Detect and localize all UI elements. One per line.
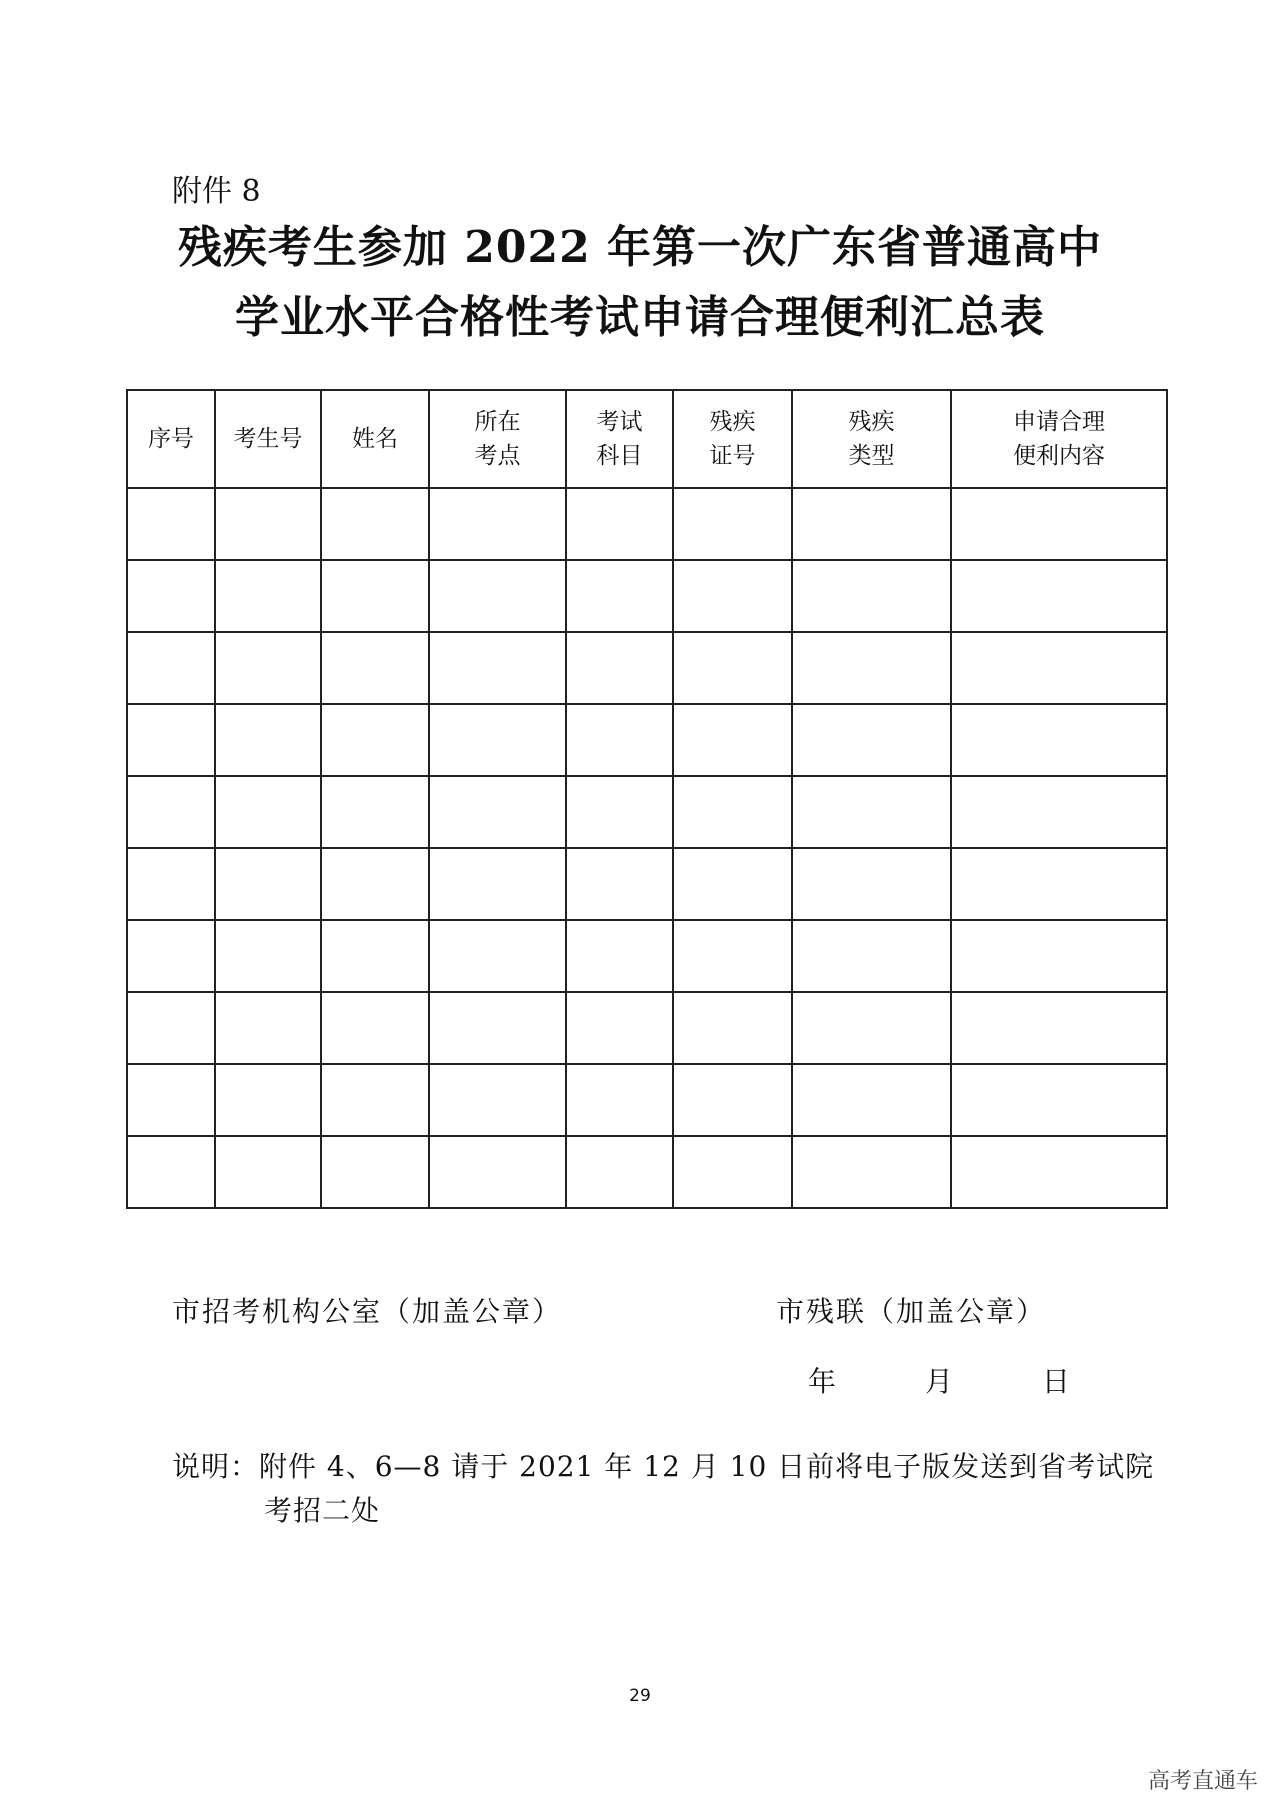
table-cell[interactable] — [792, 1136, 951, 1208]
table-cell[interactable] — [792, 992, 951, 1064]
table-cell[interactable] — [429, 848, 566, 920]
table-cell[interactable] — [673, 1064, 792, 1136]
date-day: 日 — [1041, 1365, 1070, 1398]
note — [172, 1445, 1154, 1533]
table-cell[interactable] — [792, 632, 951, 704]
table-cell[interactable] — [321, 920, 429, 992]
table-cell[interactable] — [673, 920, 792, 992]
table-cell[interactable] — [429, 704, 566, 776]
table-cell[interactable] — [127, 848, 215, 920]
table-cell[interactable] — [951, 560, 1167, 632]
seal-exam-office: 市招考机构公室（加盖公章） — [172, 1295, 563, 1328]
table-header-row — [127, 390, 1167, 488]
table-cell[interactable] — [673, 776, 792, 848]
table-cell[interactable] — [566, 704, 673, 776]
table-cell[interactable] — [321, 848, 429, 920]
table-row — [127, 560, 1167, 632]
header-exam-number: 考生号 — [215, 390, 321, 488]
table-cell[interactable] — [321, 776, 429, 848]
seal-disabled-federation: 市残联（加盖公章） — [776, 1295, 1047, 1328]
table-row — [127, 1064, 1167, 1136]
attachment-label: 附件 8 — [172, 174, 261, 209]
table-cell[interactable] — [673, 704, 792, 776]
table-cell[interactable] — [127, 920, 215, 992]
note-line2: 考招二处 — [264, 1494, 381, 1527]
table-cell[interactable] — [566, 1136, 673, 1208]
table-cell[interactable] — [215, 1064, 321, 1136]
table-cell[interactable] — [127, 632, 215, 704]
table-cell[interactable] — [215, 776, 321, 848]
table-cell[interactable] — [951, 488, 1167, 560]
table-cell[interactable] — [566, 992, 673, 1064]
table-cell[interactable] — [321, 488, 429, 560]
table-row — [127, 992, 1167, 1064]
table-cell[interactable] — [566, 560, 673, 632]
table-cell[interactable] — [215, 848, 321, 920]
table-cell[interactable] — [673, 848, 792, 920]
table-cell[interactable] — [127, 704, 215, 776]
table-cell[interactable] — [792, 704, 951, 776]
table-cell[interactable] — [792, 776, 951, 848]
table-cell[interactable] — [566, 1064, 673, 1136]
page-number: 29 — [629, 1686, 651, 1706]
table-row — [127, 488, 1167, 560]
table-cell[interactable] — [792, 1064, 951, 1136]
table-cell[interactable] — [566, 848, 673, 920]
table-cell[interactable] — [127, 1136, 215, 1208]
date-year: 年 — [808, 1365, 837, 1398]
table-cell[interactable] — [127, 992, 215, 1064]
table-cell[interactable] — [673, 992, 792, 1064]
table-cell[interactable] — [321, 1064, 429, 1136]
table-cell[interactable] — [951, 848, 1167, 920]
table-cell[interactable] — [321, 704, 429, 776]
table-cell[interactable] — [215, 992, 321, 1064]
table-cell[interactable] — [566, 632, 673, 704]
table-cell[interactable] — [321, 560, 429, 632]
table-cell[interactable] — [951, 704, 1167, 776]
table-cell[interactable] — [215, 488, 321, 560]
table-cell[interactable] — [215, 704, 321, 776]
table-cell[interactable] — [566, 488, 673, 560]
table-cell[interactable] — [673, 488, 792, 560]
table-cell[interactable] — [321, 1136, 429, 1208]
table-cell[interactable] — [951, 992, 1167, 1064]
table-cell[interactable] — [215, 560, 321, 632]
table-cell[interactable] — [321, 632, 429, 704]
table-cell[interactable] — [673, 632, 792, 704]
document-title-line2: 学业水平合格性考试申请合理便利汇总表 — [235, 292, 1045, 343]
table-cell[interactable] — [673, 560, 792, 632]
table-cell[interactable] — [429, 1136, 566, 1208]
table-cell[interactable] — [127, 1064, 215, 1136]
table-cell[interactable] — [429, 632, 566, 704]
table-cell[interactable] — [951, 920, 1167, 992]
document-title-line1: 残疾考生参加 2022 年第一次广东省普通高中 — [177, 222, 1103, 273]
table-cell[interactable] — [127, 488, 215, 560]
table-cell[interactable] — [429, 920, 566, 992]
summary-table — [126, 389, 1168, 1209]
table-cell[interactable] — [215, 632, 321, 704]
note-line1: 说明：附件 4、6—8 请于 2021 年 12 月 10 日前将电子版发送到省考试院 — [172, 1450, 1155, 1483]
watermark: 高考直通车 — [1147, 1769, 1258, 1794]
table-cell[interactable] — [566, 920, 673, 992]
header-name: 姓名 — [321, 390, 429, 488]
table-cell[interactable] — [127, 776, 215, 848]
header-accommodation: 申请合理 便利内容 — [951, 390, 1167, 488]
table-cell[interactable] — [951, 776, 1167, 848]
table-cell[interactable] — [951, 632, 1167, 704]
table-row — [127, 848, 1167, 920]
header-disability-cert: 残疾 证号 — [673, 390, 792, 488]
table-cell[interactable] — [429, 1064, 566, 1136]
table-row — [127, 704, 1167, 776]
date-month: 月 — [924, 1365, 953, 1398]
table-cell[interactable] — [127, 560, 215, 632]
table-cell[interactable] — [215, 920, 321, 992]
date-line — [808, 1360, 1110, 1400]
header-seq: 序号 — [127, 390, 215, 488]
table-row — [127, 1136, 1167, 1208]
header-exam-site: 所在 考点 — [429, 390, 566, 488]
table-cell[interactable] — [429, 776, 566, 848]
table-cell[interactable] — [792, 560, 951, 632]
header-subject: 考试 科目 — [566, 390, 673, 488]
table-cell[interactable] — [951, 1136, 1167, 1208]
table-row — [127, 776, 1167, 848]
table-cell[interactable] — [566, 776, 673, 848]
table-cell[interactable] — [673, 1136, 792, 1208]
table-cell[interactable] — [951, 1064, 1167, 1136]
table-cell[interactable] — [429, 488, 566, 560]
table-row — [127, 632, 1167, 704]
header-disability-type: 残疾 类型 — [792, 390, 951, 488]
table-cell[interactable] — [429, 560, 566, 632]
table-cell[interactable] — [321, 992, 429, 1064]
table-body — [127, 488, 1167, 1208]
table-cell[interactable] — [429, 992, 566, 1064]
table-cell[interactable] — [792, 920, 951, 992]
table-cell[interactable] — [792, 848, 951, 920]
table-row — [127, 920, 1167, 992]
table-cell[interactable] — [792, 488, 951, 560]
table-cell[interactable] — [215, 1136, 321, 1208]
